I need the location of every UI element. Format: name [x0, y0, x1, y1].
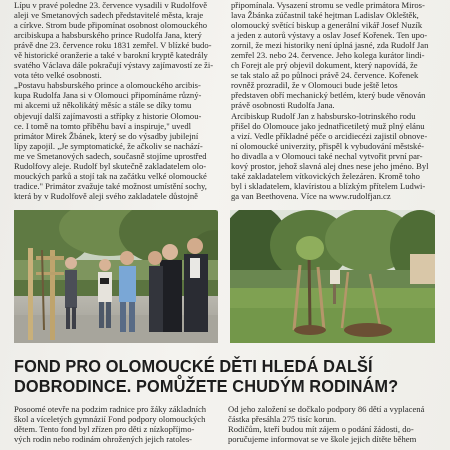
article-right-line: právě osobnosti Rudolfa Jana.	[231, 100, 335, 111]
article-column-left	[14, 0, 218, 201]
article-left-line: vě historické oranžerie a také v barokní kryptě katedrály	[14, 50, 208, 61]
article-left-line: ce. I tomě na tomto příběhu baví a inspiruje," uvedl	[14, 120, 192, 131]
bottom-left-line: Posoomé otevře na podzim radnice pro žáky základních	[14, 404, 207, 414]
bottom-column-right	[228, 404, 437, 444]
article-left-line: tradice." Primátor zvažuje také možnost umístění sochy,	[14, 180, 207, 191]
article-left-line: mi akcemi už několikátý měsíc a stále se díky tomu	[14, 100, 192, 111]
article-left-line: mouckých parků a stojí tak na začátku velké olomoucké	[14, 170, 207, 181]
article-left-line: která by v Rudolfově aleji svého zakladatele důstojně	[14, 190, 198, 201]
bottom-left-line: dětem. Tento fond byl zřízen pro děti z nízkopříjmo-	[14, 424, 195, 435]
article-left-line: vota této velké osobnosti.	[14, 70, 102, 81]
bottom-left-line: vých rodin nebo rodinám ohrožených jejich ratoles-	[14, 434, 193, 445]
article-right-line: ní olomoucké univerzity, přispěl k vybudování městské-	[231, 140, 425, 151]
article-right-line: představen obří mechanický betlém, který bude věnován	[231, 90, 426, 101]
article-left-line: kupa Rudolfa Jana si v Olomouci připomínáme různý-	[14, 90, 202, 101]
article-left-line: primátor Mirek Žbánek, který se do výsadby jubilejní	[14, 130, 199, 141]
article-right-line: olomoucký světící biskup a generální vikář Josef Nuzík	[231, 20, 423, 31]
article-right-line: ho divadla a v Olomouci také nechal vytvořit první par-	[231, 150, 423, 161]
article-right-line: zemřel 23. nebo 24. července. Jeho kolega kurátor lindi-	[231, 50, 425, 61]
article-right-line: přišel do Olomouce jako jednatřicetiletý muž plný elánu	[231, 120, 425, 131]
article-right-line: Arcibiskup Rudolf Jan z habsbursko-lotrinského rodu	[231, 110, 416, 121]
bottom-left-line: škol a víceletých gymnázií Fond podpory olomouckých	[14, 414, 206, 425]
photo-planted-linden-tree	[230, 210, 435, 343]
article-right-line: ch Forejt ale prý objevil dokument, který napovídá, že	[231, 60, 418, 71]
article-right-line: také zakladatelem vítkovických železáren. Kromě toho	[231, 170, 420, 181]
headline-line-2: DOBRODINCE. POMŮŽETE CHUDÝM RODINÁM?	[14, 376, 399, 396]
bottom-right-line: Rodičům, kteří budou mít zájem o podání žádosti, do-	[228, 424, 414, 435]
article-left-line: „Postavu habsburského prince a olomouckého arcibis-	[14, 80, 201, 91]
article-left-line: a církve. Strom bude připomínat osobnost olomouckého	[14, 20, 208, 31]
bottom-column-left	[14, 404, 218, 444]
article-right-line: připomínala. Vysazení stromu se vedle primátora Miros-	[231, 0, 425, 10]
article-right-line: a vizí. Vedle příkladné péče o arcidiecézi zajistil obnove-	[231, 130, 428, 141]
article-right-line: lava Žbánka zúčastnil také hejtman Ladislav Okleštěk,	[231, 10, 419, 21]
headline-line-1: FOND PRO OLOMOUCKÉ DĚTI HLEDÁ DALŠÍ	[14, 356, 373, 376]
bottom-right-line: částka přesáhla 275 tisíc korun.	[228, 414, 337, 425]
article-right-line: zornil, že mezi historiky není úplná jasné, zda Rudolf Jan	[231, 40, 429, 51]
article-left-line: právě dne 23. července roku 1831 zemřel. V blízké budo-	[14, 40, 212, 51]
article-right-line: kový prostor, jehož slavná alej dnes nese jeho jméno. Byl	[231, 160, 429, 171]
bottom-right-line: poručujeme informovat se ve škole jejich dítěte během	[228, 434, 417, 445]
photo-tree-planting-dignitaries	[14, 210, 218, 343]
article-right-line: a jeden z autorů výstavy a oslav Josef Kořenek. Ten upo-	[231, 30, 428, 41]
article-left-line: aleji ve Smetanových sadech představitelé města, kraje	[14, 10, 204, 21]
article-left-line: svatého Václava dále pokračují výstavy zajímavostí ze ži-	[14, 60, 214, 71]
article-left-line: lípy zapojil. „Je symptomatické, že ačkoliv se nachází-	[14, 140, 203, 151]
article-left-line: objevují další zajímavosti a střípky z historie Olomou-	[14, 110, 202, 121]
article-right-line: byl i skladatelem, klavíristou a blízkým přítelem Ludwi-	[231, 180, 426, 191]
headline	[14, 356, 409, 396]
article-right-line: ga van Beethovena. Více na www.rudolfjan.cz	[231, 190, 391, 201]
article-right-line: rovněž prozradil, že v Olomouci bude ještě letos	[231, 80, 398, 91]
article-left-line: me ve Smetanových sadech, současně stojíme uprostřed	[14, 150, 207, 161]
article-left-line: arcibiskupa a habsburského prince Rudolfa Jana, který	[14, 30, 202, 41]
article-left-line: Lípu v pravé poledne 23. července vysadili v Rudolfově	[14, 0, 208, 10]
bottom-right-line: Od jeho založení se dočkalo podpory 86 dětí a vyplacená	[228, 404, 425, 414]
article-left-line: Rudolfovy aleje. Rudolf byl skutečně zakladatelem olo-	[14, 160, 207, 171]
article-column-right	[231, 0, 437, 201]
article-right-line: se tak stalo až po půlnoci právě 24. července. Kořenek	[231, 70, 419, 81]
